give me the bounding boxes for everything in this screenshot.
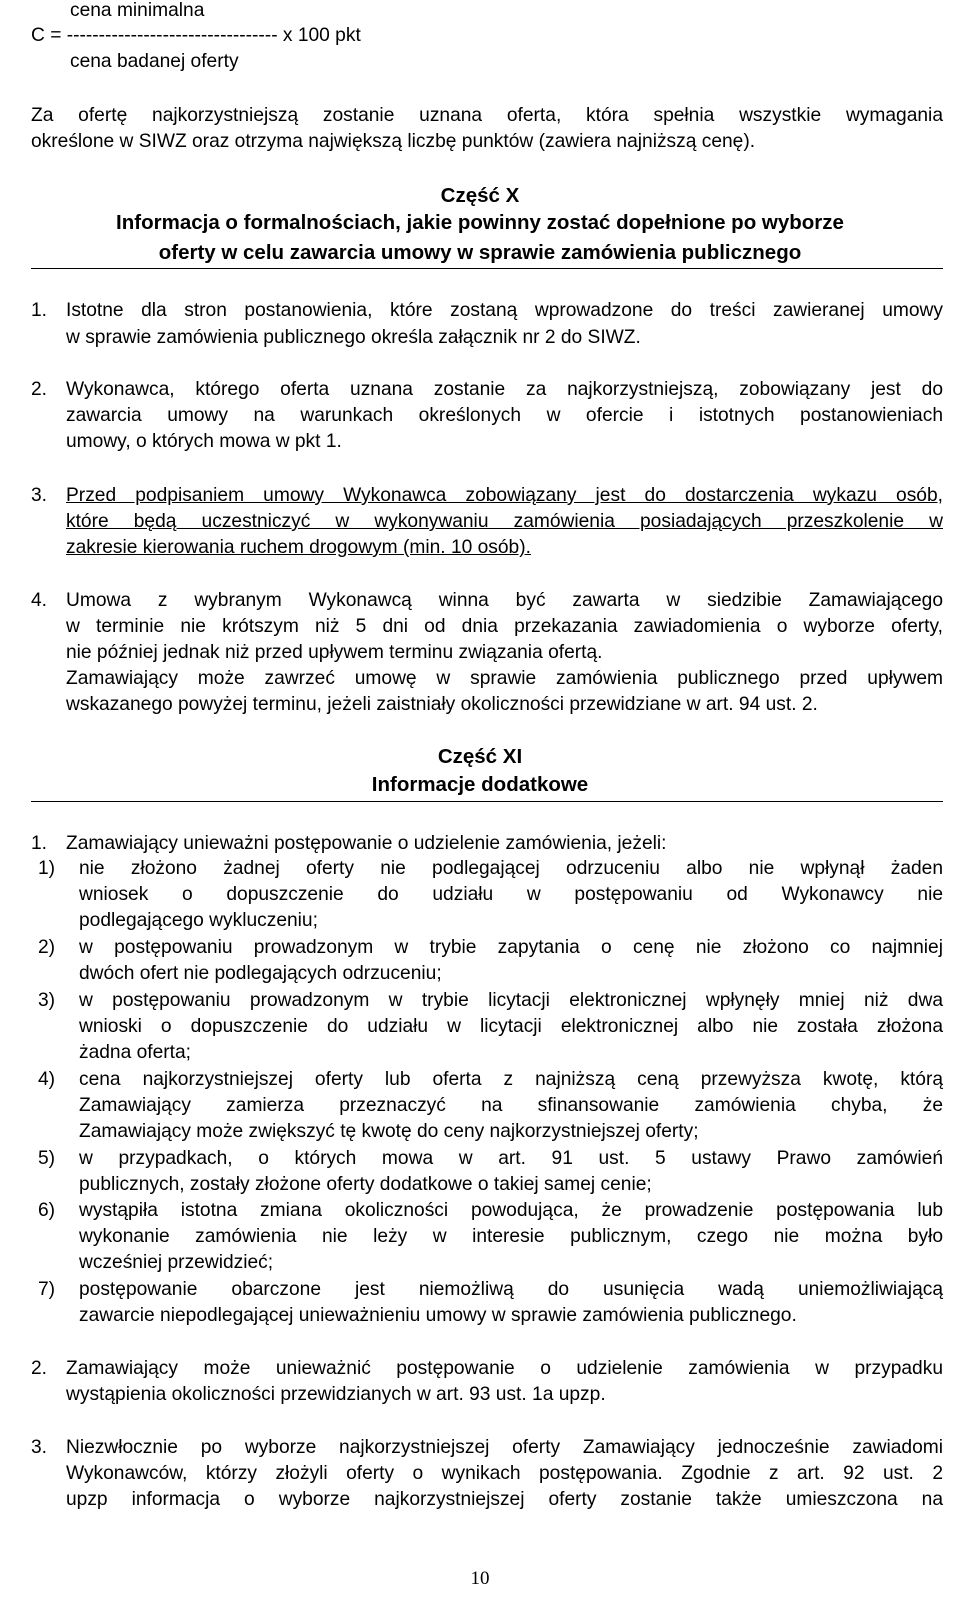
list-item-number: 4. xyxy=(31,590,48,611)
list-item-line: w terminie nie krótszym niż 5 dni od dnia przekazania zawiadomienia o wyborze oferty, xyxy=(66,616,943,637)
section-divider xyxy=(31,801,943,802)
list-item-line: nie później jednak niż przed upływem terminu związania ofertą. xyxy=(66,642,603,663)
sub-item-line: wykonanie zamówienia nie leży w interesie publicznym, czego nie można było xyxy=(79,1226,943,1247)
sub-item-number: 4) xyxy=(38,1069,56,1090)
sub-item-number: 5) xyxy=(38,1148,56,1169)
list-item-number: 1. xyxy=(31,300,48,321)
list-item-number: 1. xyxy=(31,833,48,854)
sub-item-number: 7) xyxy=(38,1279,56,1300)
sub-item-number: 3) xyxy=(38,990,56,1011)
intro-line: określone w SIWZ oraz otrzyma największą liczbę punktów (zawiera najniższą cenę). xyxy=(31,131,756,152)
section-divider xyxy=(31,268,943,269)
sub-item-line: wcześniej przewidzieć; xyxy=(79,1252,274,1273)
part-10-title: Część X xyxy=(440,184,520,207)
list-item-line: Niezwłocznie po wyborze najkorzystniejszej oferty Zamawiający jednocześnie zawiadomi xyxy=(66,1437,943,1458)
sub-item-line: Zamawiający zamierza przeznaczyć na sfinansowanie zamówienia chyba, że xyxy=(79,1095,943,1116)
part-11-title: Część XI xyxy=(437,745,523,768)
sub-item-line: żadna oferta; xyxy=(79,1042,192,1063)
list-item-number: 3. xyxy=(31,1437,48,1458)
sub-item-number: 6) xyxy=(38,1200,56,1221)
formula-line: C = --------------------------------- x 100 pkt xyxy=(31,25,361,46)
sub-item-line: nie złożono żadnej oferty nie podlegającej odrzuceniu albo nie wpłynął żaden xyxy=(79,858,943,879)
list-item-line: Umowa z wybranym Wykonawcą winna być zawarta w siedzibie Zamawiającego xyxy=(66,590,943,611)
list-item-line: wystąpienia okoliczności przewidzianych w art. 93 ust. 1a upzp. xyxy=(66,1384,606,1405)
list-item-line: Wykonawca, którego oferta uznana zostanie za najkorzystniejszą, zobowiązany jest do xyxy=(66,379,943,400)
sub-item-line: w postępowaniu prowadzonym w trybie zapytania o cenę nie złożono co najmniej xyxy=(79,937,943,958)
part-10-subtitle: oferty w celu zawarcia umowy w sprawie zamówienia publicznego xyxy=(158,241,802,264)
list-item-line: Przed podpisaniem umowy Wykonawca zobowiązany jest do dostarczenia wykazu osób, xyxy=(66,485,943,506)
list-item-line: zakresie kierowania ruchem drogowym (min. 10 osób). xyxy=(66,537,531,558)
sub-item-line: dwóch ofert nie podlegających odrzuceniu; xyxy=(79,963,442,984)
list-item-line: Wykonawców, którzy złożyli oferty o wynikach postępowania. Zgodnie z art. 92 ust. 2 xyxy=(66,1463,943,1484)
list-item-number: 3. xyxy=(31,485,48,506)
sub-item-line: wystąpiła istotna zmiana okoliczności powodująca, że prowadzenie postępowania lub xyxy=(79,1200,943,1221)
sub-item-line: w przypadkach, o których mowa w art. 91 ust. 5 ustawy Prawo zamówień xyxy=(79,1148,943,1169)
sub-item-number: 1) xyxy=(38,858,56,879)
list-item-line: w sprawie zamówienia publicznego określa załącznik nr 2 do SIWZ. xyxy=(66,327,641,348)
list-item-line: Zamawiający może zawrzeć umowę w sprawie zamówienia publicznego przed upływem xyxy=(66,668,943,689)
intro-line: Za ofertę najkorzystniejszą zostanie uznana oferta, która spełnia wszystkie wymagania xyxy=(31,105,943,126)
sub-item-line: wniosek o dopuszczenie do udziału w postępowaniu od Wykonawcy nie xyxy=(79,884,943,905)
list-item-line: upzp informacja o wyborze najkorzystniejszej oferty zostanie także umieszczona na xyxy=(66,1489,943,1510)
list-item-line: Zamawiający unieważni postępowanie o udzielenie zamówienia, jeżeli: xyxy=(66,833,667,854)
list-item-line: umowy, o których mowa w pkt 1. xyxy=(66,431,342,452)
sub-item-line: postępowanie obarczone jest niemożliwą do usunięcia wadą uniemożliwiającą xyxy=(79,1279,943,1300)
page-number: 10 xyxy=(470,1568,490,1589)
list-item-number: 2. xyxy=(31,1358,48,1379)
list-item-number: 2. xyxy=(31,379,48,400)
part-11-subtitle: Informacje dodatkowe xyxy=(371,773,589,796)
sub-item-line: publicznych, zostały złożone oferty dodatkowe o takiej samej cenie; xyxy=(79,1174,652,1195)
sub-item-line: podlegającego wykluczeniu; xyxy=(79,910,318,931)
sub-item-line: zawarcie niepodlegającej unieważnieniu umowy w sprawie zamówienia publicznego. xyxy=(79,1305,797,1326)
list-item-line: Zamawiający może unieważnić postępowanie o udzielenie zamówienia w przypadku xyxy=(66,1358,943,1379)
list-item-line: zawarcia umowy na warunkach określonych w ofercie i istotnych postanowieniach xyxy=(66,405,943,426)
formula-numerator: cena minimalna xyxy=(70,0,205,21)
sub-item-line: cena najkorzystniejszej oferty lub oferta z najniższą ceną przewyższa kwotę, którą xyxy=(79,1069,943,1090)
sub-item-line: w postępowaniu prowadzonym w trybie licytacji elektronicznej wpłynęły mniej niż dwa xyxy=(79,990,943,1011)
list-item-line: Istotne dla stron postanowienia, które zostaną wprowadzone do treści zawieranej umowy xyxy=(66,300,943,321)
formula-denominator: cena badanej oferty xyxy=(70,51,239,72)
sub-item-number: 2) xyxy=(38,937,56,958)
list-item-line: wskazanego powyżej terminu, jeżeli zaistniały okoliczności przewidziane w art. 94 ust. 2. xyxy=(66,694,818,715)
part-10-subtitle: Informacja o formalnościach, jakie powinny zostać dopełnione po wyborze xyxy=(116,211,844,234)
sub-item-line: wnioski o dopuszczenie do udziału w licytacji elektronicznej albo nie została złożona xyxy=(79,1016,943,1037)
sub-item-line: Zamawiający może zwiększyć tę kwotę do ceny najkorzystniejszej oferty; xyxy=(79,1121,699,1142)
list-item-line: które będą uczestniczyć w wykonywaniu zamówienia posiadających przeszkolenie w xyxy=(66,511,943,532)
